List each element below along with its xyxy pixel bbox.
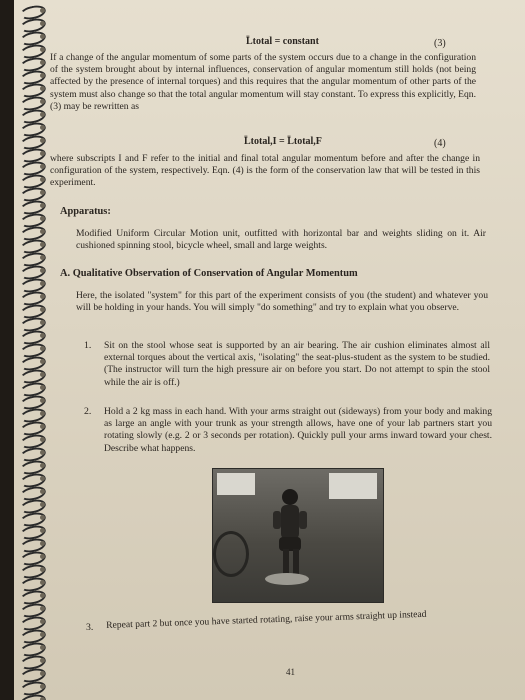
binding-hole (40, 229, 45, 234)
binding-hole (40, 333, 45, 338)
item-3-text: Repeat part 2 but once you have started rotating, raise your arms straight up instead (106, 608, 427, 631)
binding-hole (40, 684, 45, 689)
binding-hole (40, 489, 45, 494)
binding-hole (40, 190, 45, 195)
binding-hole (40, 216, 45, 221)
binding-hole (40, 541, 45, 546)
binding-hole (40, 255, 45, 260)
equation-4-number: (4) (434, 138, 446, 149)
binding-hole (40, 73, 45, 78)
binding-hole (40, 8, 45, 13)
photo-window-left (217, 473, 255, 495)
binding-hole (40, 372, 45, 377)
binding-hole (40, 632, 45, 637)
binding-hole (40, 567, 45, 572)
binding-hole (40, 398, 45, 403)
binding-hole (40, 515, 45, 520)
binding-hole (40, 671, 45, 676)
binding-hole (40, 359, 45, 364)
binding-hole (40, 606, 45, 611)
binding-hole (40, 151, 45, 156)
equation-3-number: (3) (434, 38, 446, 49)
binding-hole (40, 554, 45, 559)
intro-paragraph: If a change of the angular momentum of some parts of the system occurs due to a change in the configuration of the system brought about by internal influences, conservation of angular momentum still holds (not being affected by the presence of internal torques) and this requires that the angular momentum of other parts of the system must also change so that the total angular momentum will stay constant. To express this explicitly, Eqn. (3) may be rewritten as (50, 52, 476, 112)
binding-hole (40, 138, 45, 143)
binding-hole (40, 177, 45, 182)
binding-hole (40, 294, 45, 299)
photo-student-figure (271, 487, 309, 579)
spiral-binding (14, 0, 44, 700)
binding-hole (40, 411, 45, 416)
item-2-number: 2. (84, 406, 92, 417)
binding-hole (40, 580, 45, 585)
binding-hole (40, 21, 45, 26)
binding-hole (40, 320, 45, 325)
item-2-text: Hold a 2 kg mass in each hand. With your arms straight out (sideways) from your body and making as large an angle with your trunk as your strength allows, have one of your lab partners start you rotating slowly (e.g. 2 or 3 seconds per rotation). Quickly pull your arms inward toward your chest. Describe what happens. (104, 406, 492, 454)
binding-hole (40, 528, 45, 533)
binding-hole (40, 450, 45, 455)
binding-hole (40, 203, 45, 208)
page-number: 41 (286, 667, 295, 677)
photo-bicycle-wheel (213, 531, 249, 577)
binding-hole (40, 60, 45, 65)
binding-hole (40, 281, 45, 286)
binding-hole (40, 476, 45, 481)
binding-hole (40, 424, 45, 429)
equation-4: L̄total,I = L̄total,F (244, 136, 322, 147)
binding-hole (40, 619, 45, 624)
photo-window-right (329, 473, 377, 499)
binding-hole (40, 34, 45, 39)
item-1-number: 1. (84, 340, 92, 351)
binding-hole (40, 125, 45, 130)
binding-hole (40, 99, 45, 104)
apparatus-heading: Apparatus: (60, 206, 111, 217)
binding-hole (40, 658, 45, 663)
photo-air-stool (265, 573, 309, 585)
binding-hole (40, 112, 45, 117)
binding-hole (40, 645, 45, 650)
item-1-text: Sit on the stool whose seat is supported by an air bearing. The air cushion eliminates almost all external torques about the vertical axis, "isolating" the seat-plus-student as the system to be studied. (The instructor will turn the high pressure air on before you start. Do not attempt to spin the stool while the air is off.) (104, 340, 490, 388)
binding-hole (40, 385, 45, 390)
binding-hole (40, 437, 45, 442)
equation-3: L̄total = constant (246, 36, 319, 47)
apparatus-text: Modified Uniform Circular Motion unit, outfitted with horizontal bar and weights sliding on it. Air cushioned spinning stool, bicycle wheel, small and large weights. (76, 228, 486, 252)
student-on-stool-photo (212, 468, 384, 603)
binding-hole (40, 346, 45, 351)
binding-hole (40, 502, 45, 507)
binding-hole (40, 242, 45, 247)
binding-hole (40, 268, 45, 273)
section-a-intro: Here, the isolated "system" for this part of the experiment consists of you (the student) and whatever you will be holding in your hands. You will simply "do something" and try to explain what you observe. (76, 290, 488, 314)
binding-hole (40, 86, 45, 91)
section-a-heading: A. Qualitative Observation of Conservation of Angular Momentum (60, 268, 358, 279)
binding-hole (40, 463, 45, 468)
item-3-number: 3. (86, 622, 94, 633)
binding-hole (40, 593, 45, 598)
notebook-page (14, 0, 525, 700)
binding-hole (40, 164, 45, 169)
binding-hole (40, 307, 45, 312)
binding-hole (40, 47, 45, 52)
after-paragraph: where subscripts I and F refer to the initial and final total angular momentum before and after the change in configuration of the system, respectively. Eqn. (4) is the form of the conservation law that will be tested in this experiment. (50, 153, 480, 189)
